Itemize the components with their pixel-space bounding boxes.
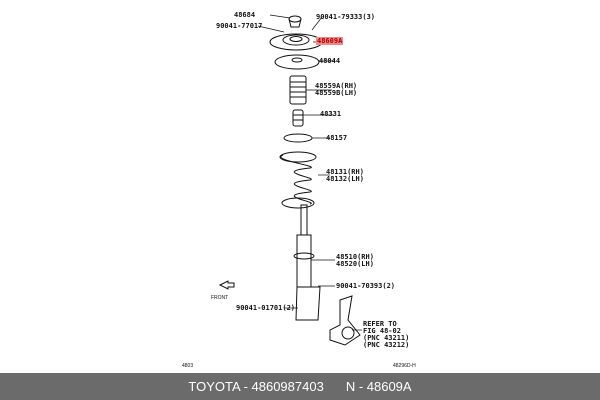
figure-number-left: 4803 (182, 363, 194, 369)
footer-pnc-number: N - 48609A (345, 379, 412, 394)
part-label-90041-01701[interactable]: 90041-01701(2) (236, 304, 296, 312)
refer-to-label: REFER TO (363, 320, 397, 328)
refer-pnc-43211[interactable]: (PNC 43211) (363, 334, 410, 342)
part-label-90041-77017[interactable]: 90041-77017 (216, 22, 263, 30)
part-label-48132[interactable]: 48132(LH) (326, 175, 364, 183)
footer-bar (0, 373, 600, 400)
part-label-48331[interactable]: 48331 (320, 110, 342, 118)
part-label-90041-79333[interactable]: 90041-79333(3) (316, 13, 376, 21)
part-label-48131[interactable]: 48131(RH) (326, 168, 364, 176)
refer-pnc-43212[interactable]: (PNC 43212) (363, 341, 410, 349)
part-label-48044[interactable]: 48044 (319, 57, 341, 65)
part-label-90041-70393[interactable]: 90041-70393(2) (336, 282, 396, 290)
footer-brand-part-number: TOYOTA - 4860987403 (188, 379, 324, 394)
refer-fig-label[interactable]: FIG 48-02 (363, 327, 401, 335)
part-label-48559b[interactable]: 48559B(LH) (315, 89, 358, 97)
part-label-48510[interactable]: 48510(RH) (336, 253, 374, 261)
part-label-48520[interactable]: 48520(LH) (336, 260, 374, 268)
front-label: FRONT (211, 295, 229, 301)
part-label-48609a-highlighted[interactable]: 48609A (317, 37, 343, 45)
part-label-48157[interactable]: 48157 (326, 134, 348, 142)
part-label-48684[interactable]: 48684 (234, 11, 256, 19)
part-label-48559a[interactable]: 48559A(RH) (315, 82, 358, 90)
figure-number-right: 48296D-H (393, 363, 416, 369)
